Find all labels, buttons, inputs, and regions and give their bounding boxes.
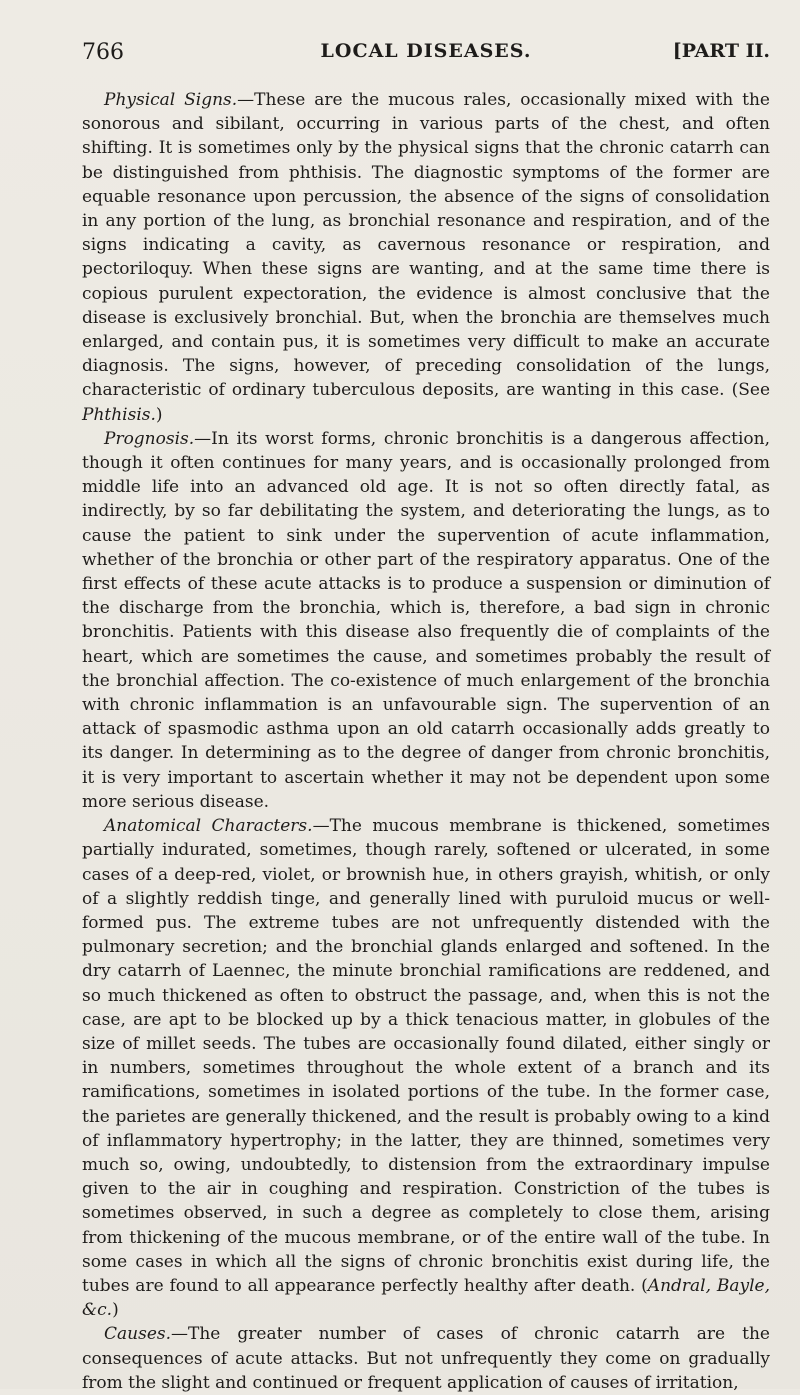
running-head	[82, 40, 770, 70]
section-heading: Causes.	[104, 1324, 172, 1345]
part-label: [PART II.	[672, 40, 770, 62]
citation: Andral, Bayle, &c.	[82, 1275, 771, 1321]
paragraph-end: )	[155, 404, 163, 425]
paragraph-physical-signs	[82, 88, 770, 427]
body-text	[82, 88, 770, 1395]
paragraph-causes	[82, 1322, 770, 1395]
running-title: LOCAL DISEASES.	[320, 40, 532, 62]
cross-reference: Phthisis.	[82, 404, 156, 425]
page-number: 766	[82, 40, 124, 65]
paragraph-prognosis	[82, 427, 770, 814]
paragraph-text: —The mucous membrane is thickened, sometimes partially indurated, sometimes, though rarely, softened or ulcerated, in some cases of a deep-red, violet, or brownish hue, in others grayish, whitish, or only of a slightly reddish tinge, and generally lined with puruloid mucus or well-formed pus. The extreme tubes are not unfrequently distended with the pulmonary secretion; and the bronchial glands enlarged and softened. In the dry catarrh of Laennec, the minute bronchial ramifications are reddened, and so much thickened as often to obstruct the passage, and, when this is not the case, are apt to be blocked up by a thick tenacious matter, in globules of the size of millet seeds. The tubes are occasionally found dilated, either singly or in numbers, sometimes throughout the whole extent of a branch and its ramifications, sometimes in isolated portions of the tube. In the former case, the parietes are generally thickened, and the result is probably owing to a kind of inflammatory hypertrophy; in the latter, they are thinned, sometimes very much so, owing, undoubtedly, to distension from the extraordinary impulse given to the air in coughing and respiration. Constriction of the tubes is sometimes observed, in such a degree as completely to close them, arising from thickening of the mucous membrane, or of the entire wall of the tube. In some cases in which all the signs of chronic bronchitis exist during life, the tubes are found to all appearance perfectly healthy after death. (	[82, 816, 770, 1296]
section-heading: Physical Signs.	[104, 90, 238, 110]
section-heading: Prognosis.	[104, 428, 195, 449]
paragraph-text: —These are the mucous rales, occasionally mixed with the sonorous and sibilant, occurring in various parts of the chest, and often shifting. It is sometimes only by the physical signs that the chronic catarrh can be distinguished from phthisis. The diagnostic symptoms of the former are equable resonance upon percussion, the absence of the signs of consolidation in any portion of the lung, as bronchial resonance and respiration, and of the signs indicating a cavity, as cavernous resonance or respiration, and pectoriloquy. When these signs are wanting, and at the same time there is copious purulent expectoration, the evidence is almost conclusive that the disease is exclusively bronchial. But, when the bronchia are themselves much enlarged, and contain pus, it is sometimes very difficult to make an accurate diagnosis. The signs, however, of preceding consolidation of the lungs, characteristic of ordinary tuberculous deposits, are wanting in this case. (See	[82, 90, 770, 401]
paragraph-end: )	[112, 1300, 119, 1321]
paragraph-anatomical-characters	[82, 814, 770, 1322]
paragraph-text: —In its worst forms, chronic bronchitis is a dangerous affection, though it often continues for many years, and is occasionally prolonged from middle life into an advanced old age. It is not so often directly fatal, as indirectly, by so far debilitating the system, and deteriorating the lungs, as to cause the patient to sink under the supervention of acute inflammation, whether of the bronchia or other part of the respiratory apparatus. One of the first effects of these acute attacks is to produce a suspension or diminution of the discharge from the bronchia, which is, therefore, a bad sign in chronic bronchitis. Patients with this disease also frequently die of complaints of the heart, which are sometimes the cause, and sometimes probably the result of the bronchial affection. The co-existence of much enlargement of the bronchia with chronic inflammation is an unfavourable sign. The supervention of an attack of spasmodic asthma upon an old catarrh occasionally adds greatly to its danger. In determining as to the degree of danger from chronic bronchitis, it is very important to ascertain whether it may not be dependent upon some more serious disease.	[82, 428, 770, 812]
section-heading: Anatomical Characters.	[104, 816, 313, 837]
paragraph-text: —The greater number of cases of chronic catarrh are the consequences of acute attacks. But not unfrequently they come on gradually from the slight and continued or frequent application of causes of irritation,	[82, 1324, 770, 1393]
